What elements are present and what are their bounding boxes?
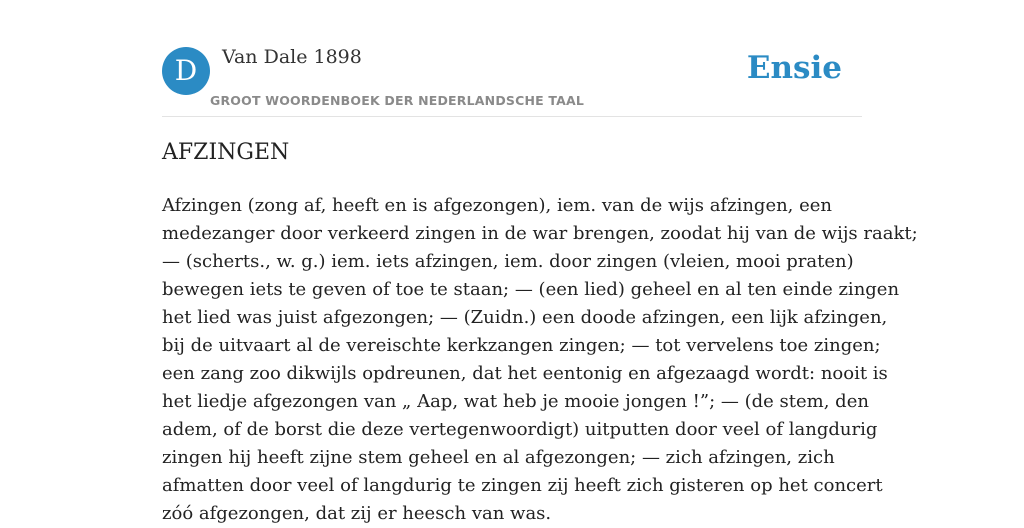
dictionary-name-link[interactable]: Van Dale 1898 xyxy=(222,46,362,68)
entry-headword: AFZINGEN xyxy=(162,140,290,165)
definition-line: het lied was juist afgezongen; — (Zuidn.) een doode afzingen, een lijk afzingen, xyxy=(162,307,888,328)
ensie-logo[interactable]: Ensie xyxy=(746,50,842,86)
definition-line: afmatten door veel of langdurig te zingen zij heeft zich gisteren op het concert xyxy=(162,475,883,496)
dictionary-header xyxy=(162,40,862,117)
dictionary-subtitle: GROOT WOORDENBOEK DER NEDERLANDSCHE TAAL xyxy=(210,93,585,108)
definition-line: — (scherts., w. g.) iem. iets afzingen, iem. door zingen (vleien, mooi praten) xyxy=(162,251,854,272)
definition-line: zingen hij heeft zijne stem geheel en al afgezongen; — zich afzingen, zich xyxy=(162,447,835,468)
definition-line: Afzingen (zong af, heeft en is afgezongen), iem. van de wijs afzingen, een xyxy=(162,195,833,216)
dictionary-avatar[interactable]: D xyxy=(162,47,210,95)
definition-line: bewegen iets te geven of toe te staan; — (een lied) geheel en al ten einde zingen xyxy=(162,279,900,300)
entry-definition xyxy=(162,192,918,528)
definition-line: het liedje afgezongen van „ Aap, wat heb je mooie jongen !”; — (de stem, den xyxy=(162,391,869,412)
definition-line: medezanger door verkeerd zingen in de war brengen, zoodat hij van de wijs raakt; xyxy=(162,223,918,244)
definition-line: bij de uitvaart al de vereischte kerkzangen zingen; — tot vervelens toe zingen; xyxy=(162,335,881,356)
definition-line: zóó afgezongen, dat zij er heesch van was. xyxy=(162,503,552,524)
definition-line: een zang zoo dikwijls opdreunen, dat het eentonig en afgezaagd wordt: nooit is xyxy=(162,363,888,384)
definition-line: adem, of de borst die deze vertegenwoordigt) uitputten door veel of langdurig xyxy=(162,419,878,440)
